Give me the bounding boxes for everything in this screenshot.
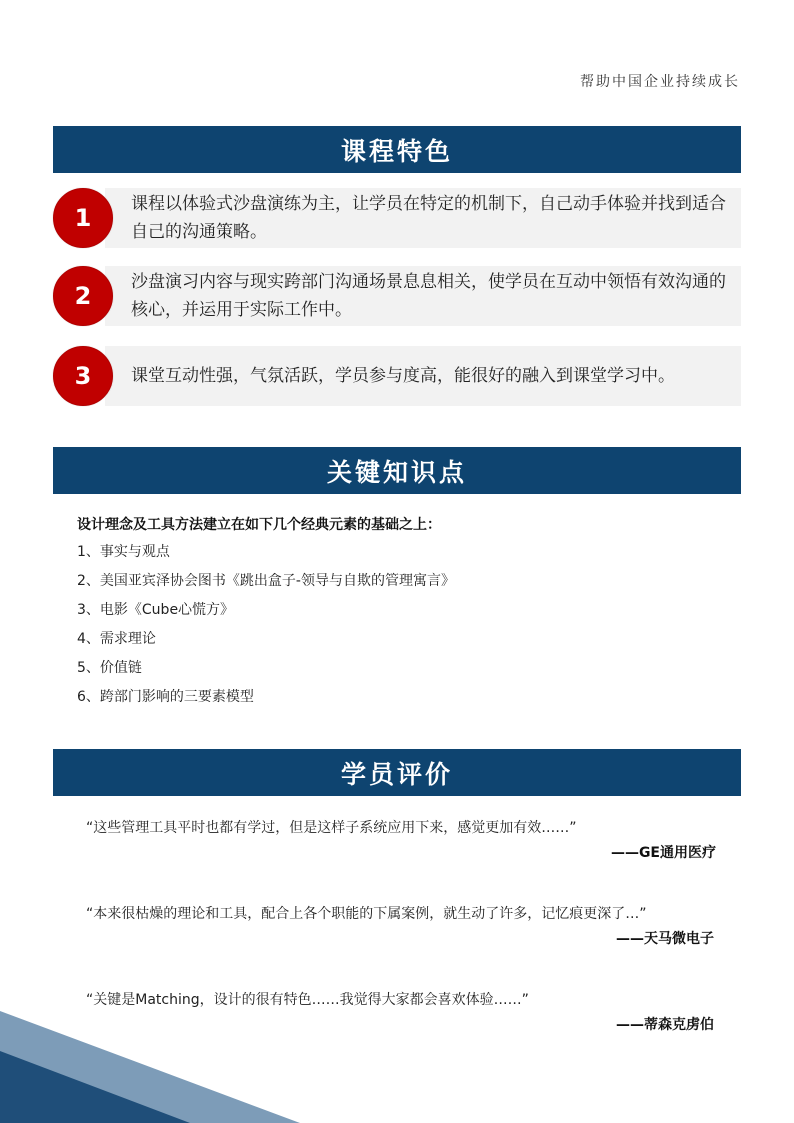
knowledge-list-item: 3、电影《Cube心慌方》 xyxy=(77,602,235,618)
knowledge-list-item: 1、事实与观点 xyxy=(77,544,170,560)
knowledge-list-item: 2、美国亚宾泽协会图书《跳出盒子-领导与自欺的管理寓言》 xyxy=(77,573,455,589)
review-item xyxy=(86,990,726,1033)
knowledge-intro: 设计理念及工具方法建立在如下几个经典元素的基础之上： xyxy=(77,517,441,533)
knowledge-list-item: 4、需求理论 xyxy=(77,631,156,647)
review-source: ——蒂森克虏伯 xyxy=(616,1017,714,1033)
feature-text: 课程以体验式沙盘演练为主，让学员在特定的机制下，自己动手体验并找到适合自己的沟通策略。 xyxy=(131,194,726,242)
review-quote: “本来很枯燥的理论和工具，配合上各个职能的下属案例，就生动了许多，记忆痕更深了…” xyxy=(86,906,647,922)
review-item xyxy=(86,818,726,861)
feature-text: 课堂互动性强，气氛活跃，学员参与度高，能很好的融入到课堂学习中。 xyxy=(131,366,675,386)
review-quote: “关键是Matching，设计的很有特色……我觉得大家都会喜欢体验……” xyxy=(86,992,529,1008)
review-source: ——天马微电子 xyxy=(616,931,714,947)
reviews-title: 学员评价 xyxy=(340,759,453,789)
review-source: ——GE通用医疗 xyxy=(610,845,716,861)
review-quote: “这些管理工具平时也都有学过，但是这样子系统应用下来，感觉更加有效……” xyxy=(86,820,577,836)
corner-decoration xyxy=(0,1011,300,1123)
feature-item xyxy=(53,188,741,248)
features-title: 课程特色 xyxy=(340,136,453,166)
knowledge-list-item: 6、跨部门影响的三要素模型 xyxy=(77,689,254,705)
knowledge-section-header xyxy=(53,447,741,494)
review-item xyxy=(86,904,726,947)
knowledge-list xyxy=(77,540,455,714)
knowledge-list-item: 5、价值链 xyxy=(77,660,142,676)
feature-text: 沙盘演习内容与现实跨部门沟通场景息息相关，使学员在互动中领悟有效沟通的核心，并运用于实际工作中。 xyxy=(131,272,726,320)
knowledge-title: 关键知识点 xyxy=(326,457,467,487)
feature-item xyxy=(53,346,741,406)
feature-item xyxy=(53,266,741,326)
feature-number-badge: 1 xyxy=(53,188,113,248)
features-section-header xyxy=(53,126,741,173)
feature-number-badge: 3 xyxy=(53,346,113,406)
reviews-section-header xyxy=(53,749,741,796)
feature-number-badge: 2 xyxy=(53,266,113,326)
tagline: 帮助中国企业持续成长 xyxy=(580,74,740,90)
